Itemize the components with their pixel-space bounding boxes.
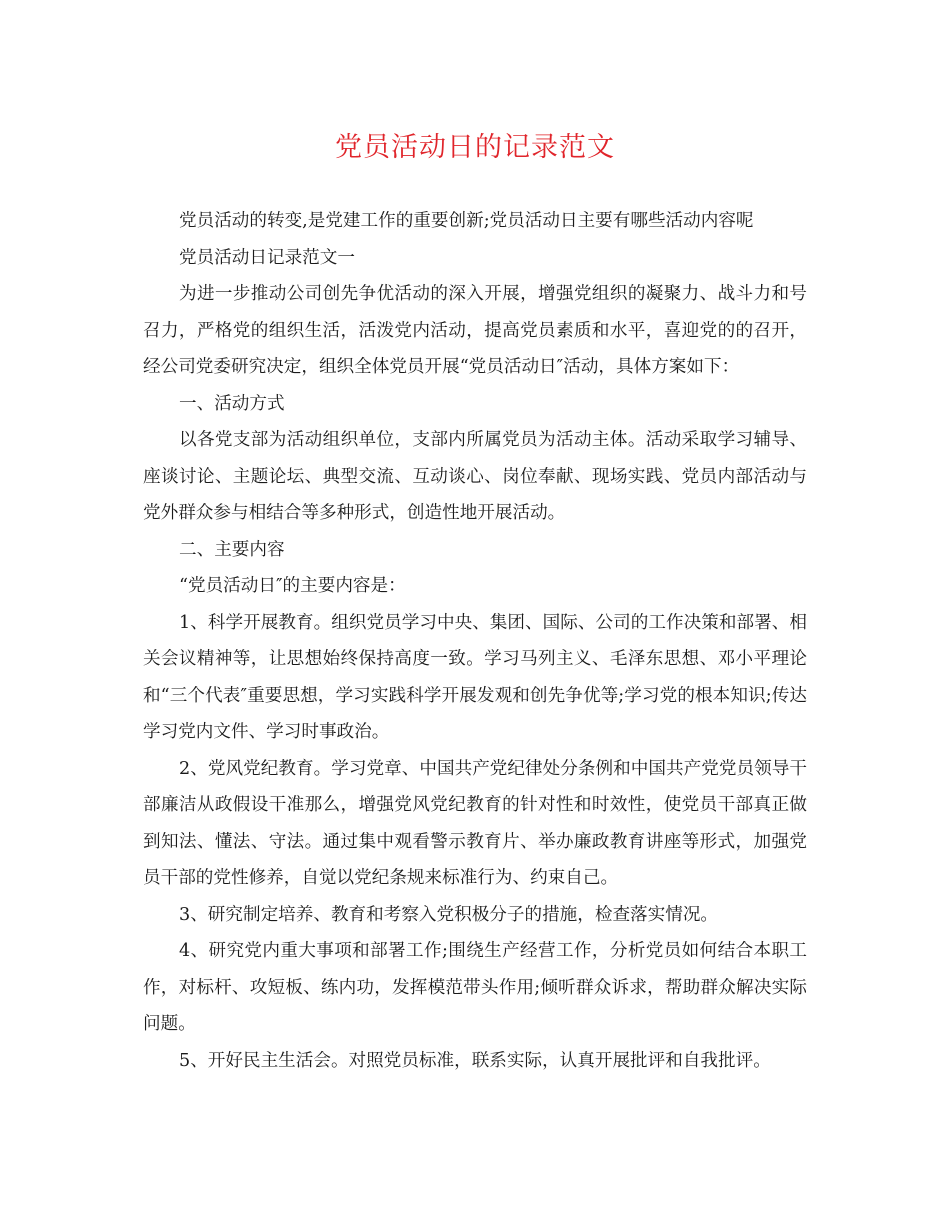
paragraph-main-content-intro: “党员活动日″的主要内容是： [179,576,406,596]
document-body [143,203,807,1079]
section-heading-activity-method: 一、活动方式 [179,393,285,414]
document-title: 党员活动日的记录范文 [335,132,615,163]
paragraph-activity-method: 以各党支部为活动组织单位，支部内所属党员为活动主体。活动采取学习辅导、座谈讨论、主题论坛、典型交流、互动谈心、岗位奉献、现场实践、党员内部活动与党外群众参与相结合等多种形式，创造性地开展活动。 [143,430,807,523]
paragraph-sample-heading: 党员活动日记录范文一 [179,247,355,268]
section-heading-main-content: 二、主要内容 [179,539,285,560]
list-item-4: 4、研究党内重大事项和部署工作;围绕生产经营工作，分析党员如何结合本职工作，对标杆、攻短板、练内功，发挥模范带头作用;倾听群众诉求，帮助群众解决实际问题。 [143,941,807,1034]
list-item-5: 5、开好民主生活会。对照党员标准，联系实际，认真开展批评和自我批评。 [179,1050,771,1071]
list-item-1: 1、科学开展教育。组织党员学习中央、集团、国际、公司的工作决策和部署、相关会议精神等，让思想始终保持高度一致。学习马列主义、毛泽东思想、邓小平理论和“三个代表″重要思想，学习实践科学开展发观和创先争优等;学习党的根本知识;传达学习党内文件、学习时事政治。 [143,612,807,742]
list-item-3: 3、研究制定培养、教育和考察入党积极分子的措施，检查落实情况。 [179,904,719,925]
list-item-2: 2、党风党纪教育。学习党章、中国共产党纪律处分条例和中国共产党党员领导干部廉洁从政假设干准那么，增强党风党纪教育的针对性和时效性，使党员干部真正做到知法、懂法、守法。通过集中观看警示教育片、举办廉政教育讲座等形式，加强党员干部的党性修养，自觉以党纪条规来标准行为、约束自己。 [143,758,807,888]
paragraph-intro: 党员活动的转变,是党建工作的重要创新;党员活动日主要有哪些活动内容呢 [179,211,754,231]
paragraph-purpose: 为进一步推动公司创先争优活动的深入开展，增强党组织的凝聚力、战斗力和号召力，严格党的组织生活，活泼党内活动，提高党员素质和水平，喜迎党的的召开，经公司党委研究决定，组织全体党员开展“党员活动日″活动，具体方案如下： [143,284,807,377]
